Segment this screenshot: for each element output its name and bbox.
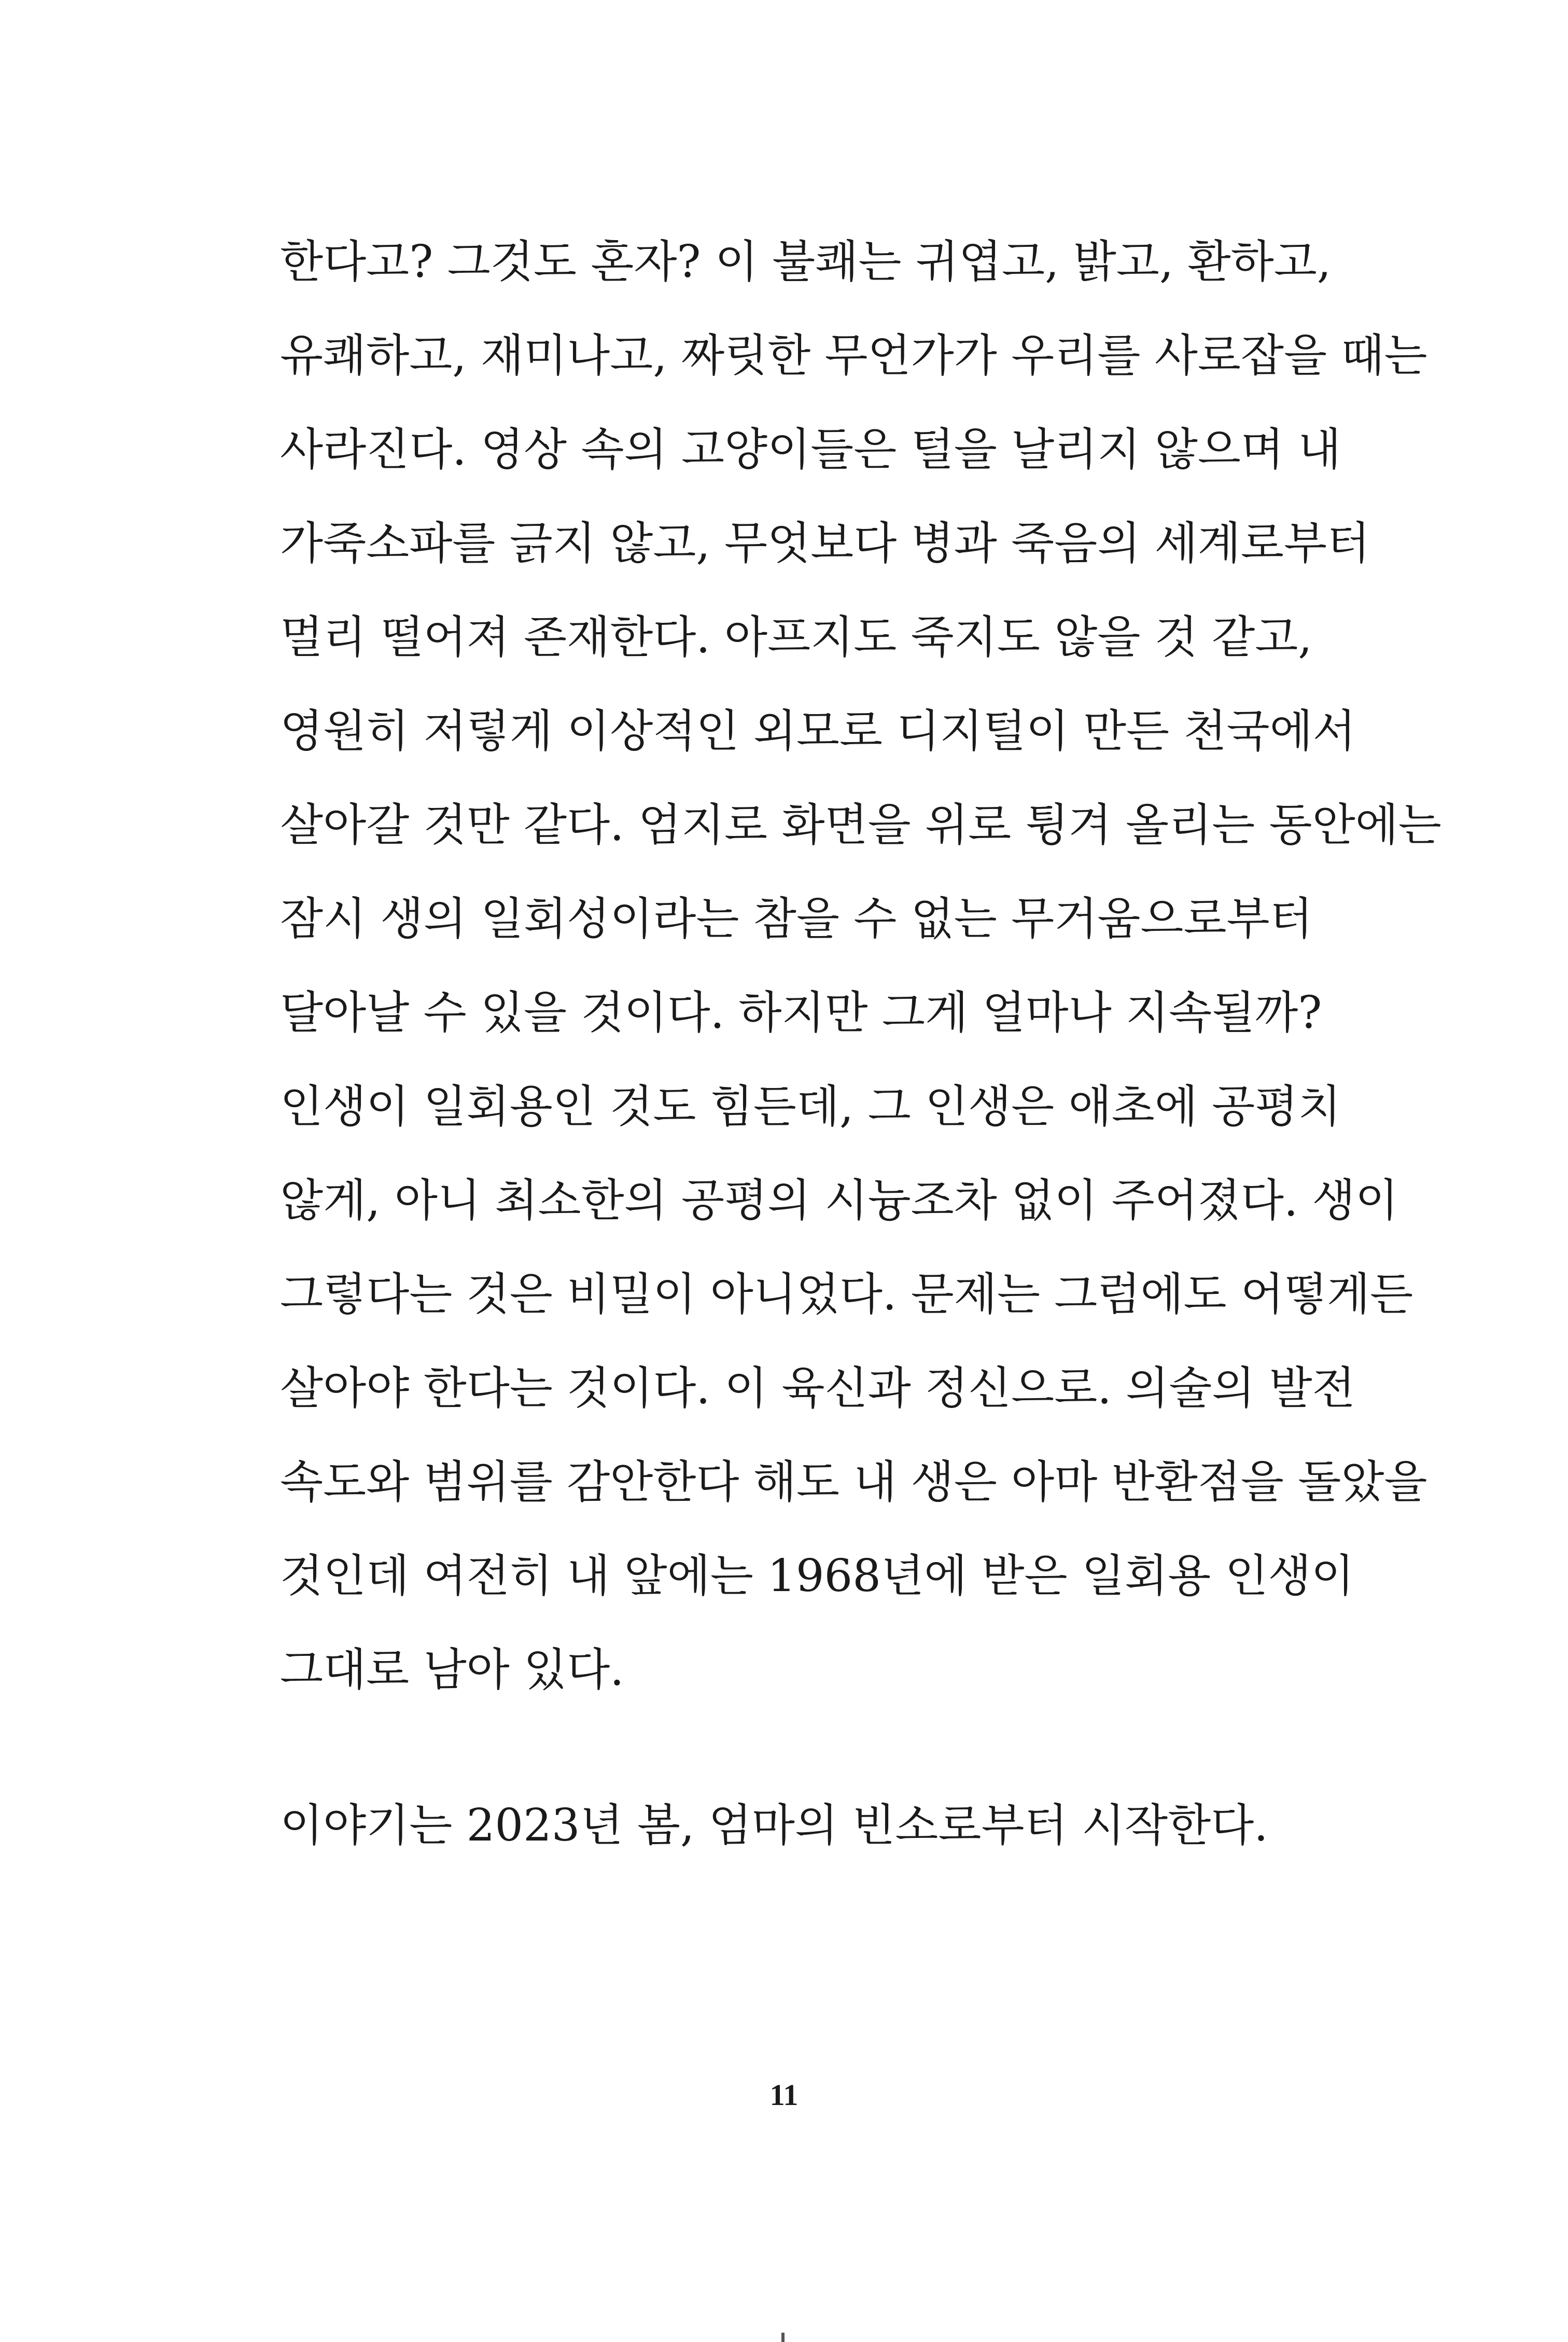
body-paragraph [280, 215, 1441, 1717]
body-line: 그대로 남아 있다. [280, 1644, 624, 1696]
body-line: 살아야 한다는 것이다. 이 육신과 정신으로. 의술의 발전 [280, 1362, 1355, 1414]
body-line: 것인데 여전히 내 앞에는 1968년에 받은 일회용 인생이 [280, 1550, 1354, 1602]
body-line: 잠시 생의 일회성이라는 참을 수 없는 무거움으로부터 [280, 893, 1313, 945]
body-line: 유쾌하고, 재미나고, 짜릿한 무언가가 우리를 사로잡을 때는 [280, 330, 1427, 382]
body-line: 가죽소파를 긁지 않고, 무엇보다 병과 죽음의 세계로부터 [280, 518, 1370, 569]
body-line: 인생이 일회용인 것도 힘든데, 그 인생은 애초에 공평치 [280, 1081, 1341, 1133]
body-line: 속도와 범위를 감안한다 해도 내 생은 아마 반환점을 돌았을 [280, 1456, 1427, 1508]
body-line: 그렇다는 것은 비밀이 아니었다. 문제는 그럼에도 어떻게든 [280, 1268, 1413, 1320]
body-line: 않게, 아니 최소한의 공평의 시늉조차 없이 주어졌다. 생이 [280, 1175, 1398, 1226]
body-line: 멀리 떨어져 존재한다. 아프지도 죽지도 않을 것 같고, [280, 611, 1312, 663]
body-line: 한다고? 그것도 혼자? 이 불쾌는 귀엽고, 밝고, 환하고, [280, 236, 1332, 288]
body-line: 영원히 저렇게 이상적인 외모로 디지털이 만든 천국에서 [280, 705, 1356, 757]
body-line: 달아날 수 있을 것이다. 하지만 그게 얼마나 지속될까? [280, 987, 1322, 1039]
trim-mark [781, 2333, 785, 2342]
closing-sentence: 이야기는 2023년 봄, 엄마의 빈소로부터 시작한다. [280, 1800, 1268, 1851]
body-line: 사라진다. 영상 속의 고양이들은 털을 날리지 않으며 내 [280, 424, 1341, 476]
page-number: 11 [769, 2078, 799, 2112]
body-line: 살아갈 것만 같다. 엄지로 화면을 위로 튕겨 올리는 동안에는 [280, 799, 1441, 851]
